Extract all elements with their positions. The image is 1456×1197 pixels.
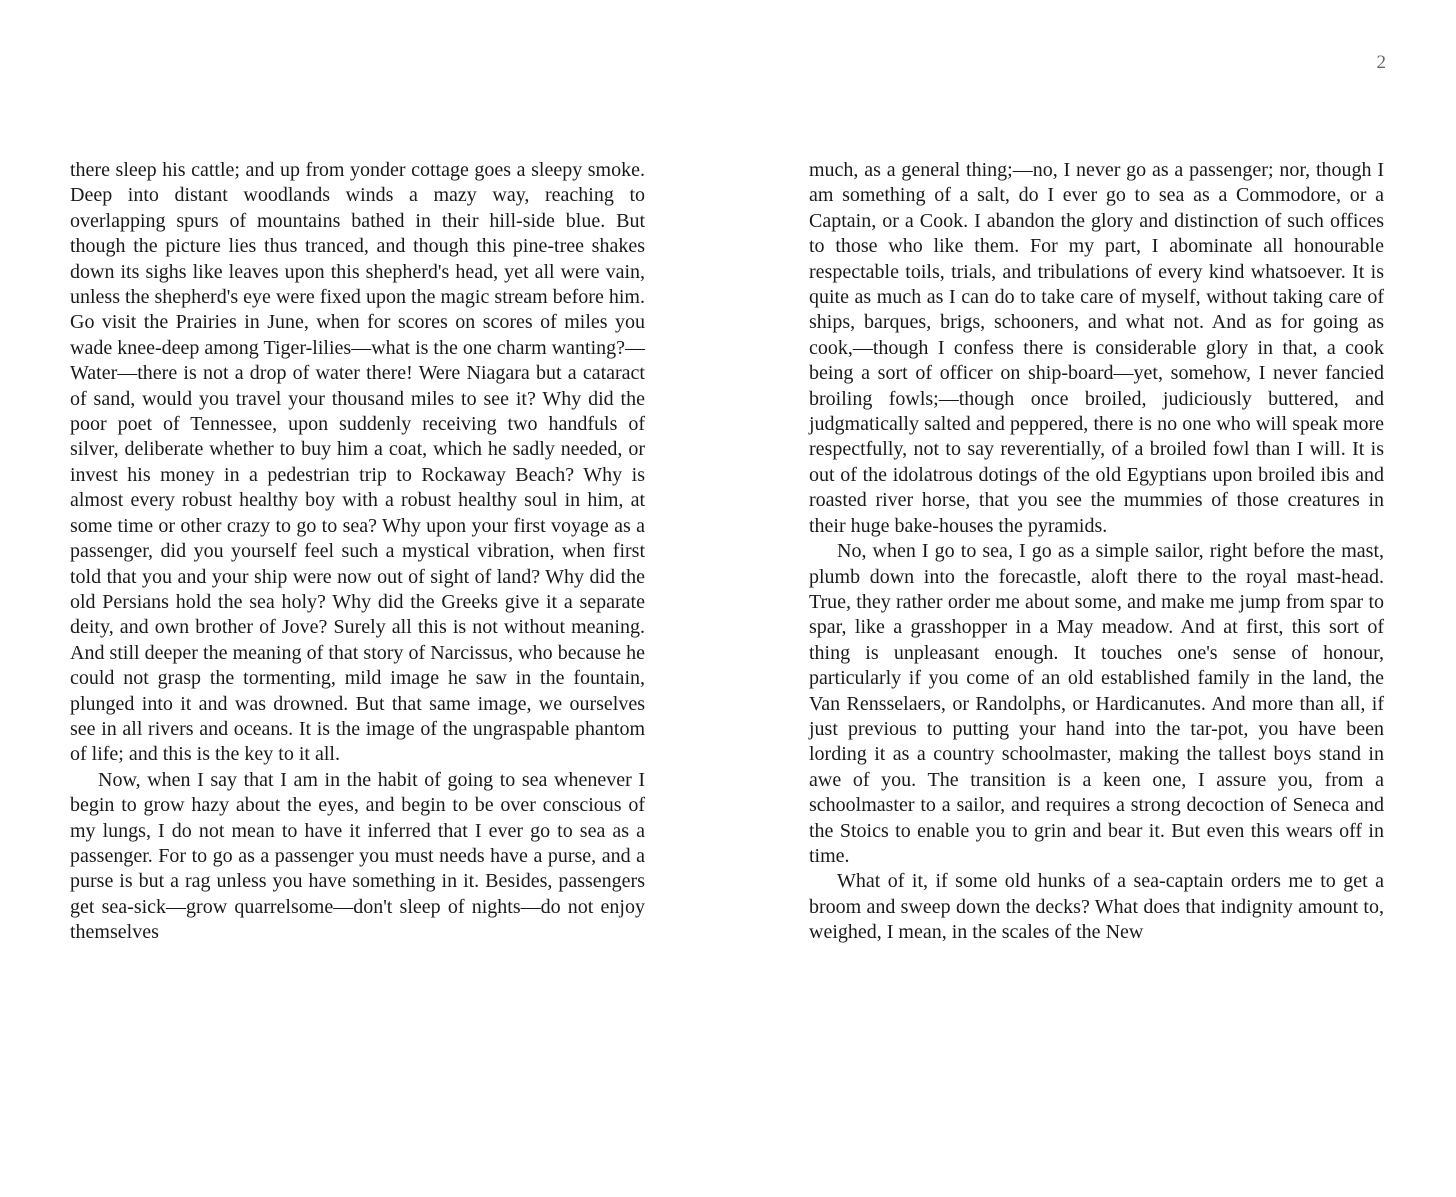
paragraph: much, as a general thing;—no, I never go as a passenger; nor, though I am something of a salt, do I ever go to sea as a Commodore, or a Captain, or a Cook. I abandon the glory and distinction of such offices to those who like them. For my part, I abominate all honourable respectable toils, trials, and tribulations of every kind whatsoever. It is quite as much as I can do to take care of myself, without taking care of ships, barques, brigs, schooners, and what not. And as for going as cook,—though I confess there is considerable glory in that, a cook being a sort of officer on ship-board—yet, somehow, I never fancied broiling fowls;—though once broiled, judiciously buttered, and judgmatically salted and peppered, there is no one who will speak more respectfully, not to say reverentially, of a broiled fowl than I will. It is out of the idolatrous dotings of the old Egyptians upon broiled ibis and roasted river horse, that you see the mummies of those creatures in their huge bake-houses the pyramids. [809, 159, 1384, 537]
right-text-column [809, 158, 1384, 946]
paragraph: there sleep his cattle; and up from yonder cottage goes a sleepy smoke. Deep into distant woodlands winds a mazy way, reaching to overlapping spurs of mountains bathed in their hill-side blue. But though the picture lies thus tranced, and though this pine-tree shakes down its sighs like leaves upon this shepherd's head, yet all were vain, unless the shepherd's eye were fixed upon the magic stream before him. Go visit the Prairies in June, when for scores on scores of miles you wade knee-deep among Tiger-lilies—what is the one charm wanting?—Water—there is not a drop of water there! Were Niagara but a cataract of sand, would you travel your thousand miles to see it? Why did the poor poet of Tennessee, upon suddenly receiving two handfuls of silver, deliberate whether to buy him a coat, which he sadly needed, or invest his money in a pedestrian trip to Rockaway Beach? Why is almost every robust healthy boy with a robust healthy soul in him, at some time or other crazy to go to sea? Why upon your first voyage as a passenger, did you yourself feel such a mystical vibration, when first told that you and your ship were now out of sight of land? Why did the old Persians hold the sea holy? Why did the Greeks give it a separate deity, and own brother of Jove? Surely all this is not without meaning. And still deeper the meaning of that story of Narcissus, who because he could not grasp the tormenting, mild image he saw in the fountain, plunged into it and was drowned. But that same image, we ourselves see in all rivers and oceans. It is the image of the ungraspable phantom of life; and this is the key to it all. [70, 159, 645, 766]
paragraph: No, when I go to sea, I go as a simple sailor, right before the mast, plumb down into the forecastle, aloft there to the royal mast-head. True, they rather order me about some, and make me jump from spar to spar, like a grasshopper in a May meadow. And at first, this sort of thing is unpleasant enough. It touches one's sense of honour, particularly if you come of an old established family in the land, the Van Rensselaers, or Randolphs, or Hardicanutes. And more than all, if just previous to putting your hand into the tar-pot, you have been lording it as a country schoolmaster, making the tallest boys stand in awe of you. The transition is a keen one, I assure you, from a schoolmaster to a sailor, and requires a strong decoction of Seneca and the Stoics to enable you to grin and bear it. But even this wears off in time. [809, 540, 1384, 867]
left-text-column [70, 158, 645, 946]
paragraph: What of it, if some old hunks of a sea-captain orders me to get a broom and sweep down the decks? What does that indignity amount to, weighed, I mean, in the scales of the New [809, 870, 1384, 944]
paragraph: Now, when I say that I am in the habit of going to sea whenever I begin to grow hazy about the eyes, and begin to be over conscious of my lungs, I do not mean to have it inferred that I ever go to sea as a passenger. For to go as a passenger you must needs have a purse, and a purse is but a rag unless you have something in it. Besides, passengers get sea-sick—grow quarrelsome—don't sleep of nights—do not enjoy themselves [70, 768, 645, 944]
page-number: 2 [1376, 52, 1386, 73]
